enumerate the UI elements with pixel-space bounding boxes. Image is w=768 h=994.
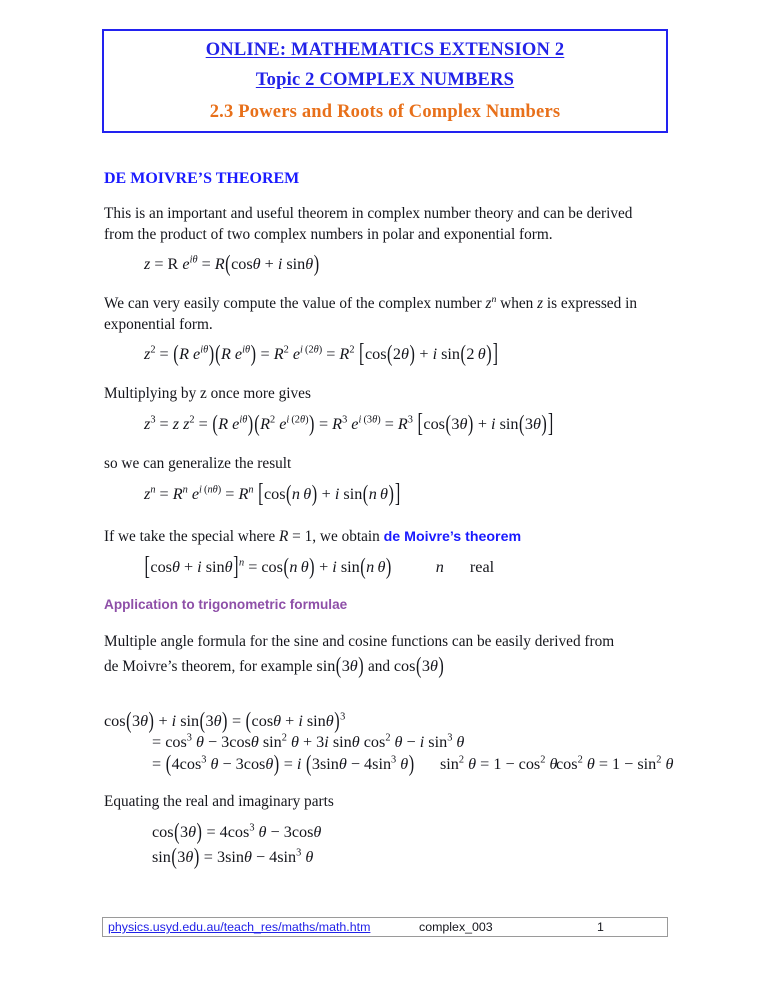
section-heading-de-moivre: DE MOIVRE’S THEOREM bbox=[104, 170, 300, 187]
banner-line-subtopic: 2.3 Powers and Roots of Complex Numbers bbox=[209, 102, 561, 122]
subheading-application: Application to trigonometric formulae bbox=[104, 597, 348, 612]
multiply-more-text: Multiplying by z once more gives bbox=[104, 385, 311, 402]
special-case-pre: If we take the special where bbox=[104, 528, 279, 545]
paragraph-compute-zn: We can very easily compute the value of the complex number $z^n$ when z is expressed in exponential form. bbox=[104, 293, 637, 333]
equation-de-moivre: [cosθ + i sinθ]$^n$ = cos(n θ) + i sin(n θ) n real bbox=[144, 552, 495, 582]
multiple-angle-line2-mid: and bbox=[364, 658, 394, 675]
paragraph-generalize bbox=[104, 453, 664, 474]
banner-line-course: ONLINE: MATHEMATICS EXTENSION 2 bbox=[205, 40, 565, 60]
equation-expand-line1: cos(3θ) + i sin(3θ) = (cosθ + i sinθ)$^3$ bbox=[104, 707, 346, 734]
equating-text: Equating the real and imaginary parts bbox=[104, 793, 334, 810]
equation-z-squared: $z^2 = (R$ $e^{i\theta})(R$ $e^{i\theta}) = R^2$ $e^{i (2\theta)} = R^2$ [cos(2θ) + i sin(2 θ)] bbox=[144, 339, 498, 369]
equation-identity-cos: $\cos^2 \theta = 1 - \sin^2 \theta$ bbox=[556, 754, 674, 773]
multiple-angle-line2-pre: de Moivre’s theorem, for example bbox=[104, 658, 317, 675]
de-moivre-theorem-label: de Moivre’s theorem bbox=[383, 529, 522, 545]
equation-z-polar: z = R $e^{i\theta} = R(\cos\theta + i$ sinθ) bbox=[144, 250, 320, 277]
title-banner bbox=[102, 29, 668, 133]
equation-z-n: $z^n = R^n$ $e^{i (n\theta)} = R^n$ [cos(n θ) + i sin(n θ)] bbox=[144, 479, 401, 509]
compute-text-line2: exponential form. bbox=[104, 316, 213, 333]
compute-text-a: We can very easily compute the value of the complex number bbox=[104, 295, 486, 312]
page-footer bbox=[102, 917, 668, 937]
footer-source-link[interactable]: physics.usyd.edu.au/teach_res/maths/math.htm bbox=[108, 920, 371, 934]
paragraph-equating-parts bbox=[104, 791, 664, 812]
inline-sin3theta: sin(3θ) bbox=[316, 652, 364, 679]
generalize-text: so we can generalize the result bbox=[104, 455, 292, 472]
equation-identity-sin: $\sin^2 \theta = 1 - \cos^2 \theta$ bbox=[440, 754, 558, 773]
compute-text-b: when bbox=[496, 295, 538, 312]
banner-line-topic: Topic 2 COMPLEX NUMBERS bbox=[255, 70, 515, 90]
footer-document-id: complex_003 bbox=[419, 920, 493, 934]
special-case-mid: = 1, we obtain bbox=[288, 528, 384, 545]
equation-cos-3theta-result: $\cos(3\theta) = 4\cos^3$ θ − 3cosθ bbox=[152, 818, 322, 845]
paragraph-multiple-angle bbox=[104, 629, 664, 679]
footer-page-number: 1 bbox=[597, 920, 604, 934]
equation-expand-line3: = ($4\cos^3$ θ − 3cosθ) = i ($3\sin\theta - 4\sin^3$ θ) bbox=[152, 750, 415, 777]
equation-z-cubed: $z^3 = z$ $z^2 = (R$ $e^{i\theta})(R^2$ $e^{i (2\theta)}) = R^3$ $e^{i (3\theta)} = R^3$ [cos(3θ) + i sin(3θ)] bbox=[144, 409, 554, 439]
compute-text-c: is expressed in bbox=[543, 295, 637, 312]
intro-text-line2: from the product of two complex numbers in polar and exponential form. bbox=[104, 226, 553, 243]
paragraph-multiply-more bbox=[104, 383, 664, 404]
inline-cos3theta: cos(3θ) bbox=[393, 652, 444, 679]
equation-expand-line2: = $\cos^3 \theta - 3\cos\theta$ $\sin^2 \theta + 3i$ sinθ $\cos^2 \theta - i$ $\sin^3 \theta$ bbox=[152, 732, 465, 751]
paragraph-special-case: If we take the special where R = 1, we obtain de Moivre’s theorem bbox=[104, 528, 522, 545]
multiple-angle-line1: Multiple angle formula for the sine and cosine functions can be easily derived from bbox=[104, 633, 615, 650]
paragraph-intro bbox=[104, 203, 664, 245]
intro-text-line1: This is an important and useful theorem in complex number theory and can be derived bbox=[104, 205, 633, 222]
equation-sin-3theta-result: $\sin(3\theta) = 3\sin\theta - 4\sin^3$ θ bbox=[152, 843, 314, 870]
